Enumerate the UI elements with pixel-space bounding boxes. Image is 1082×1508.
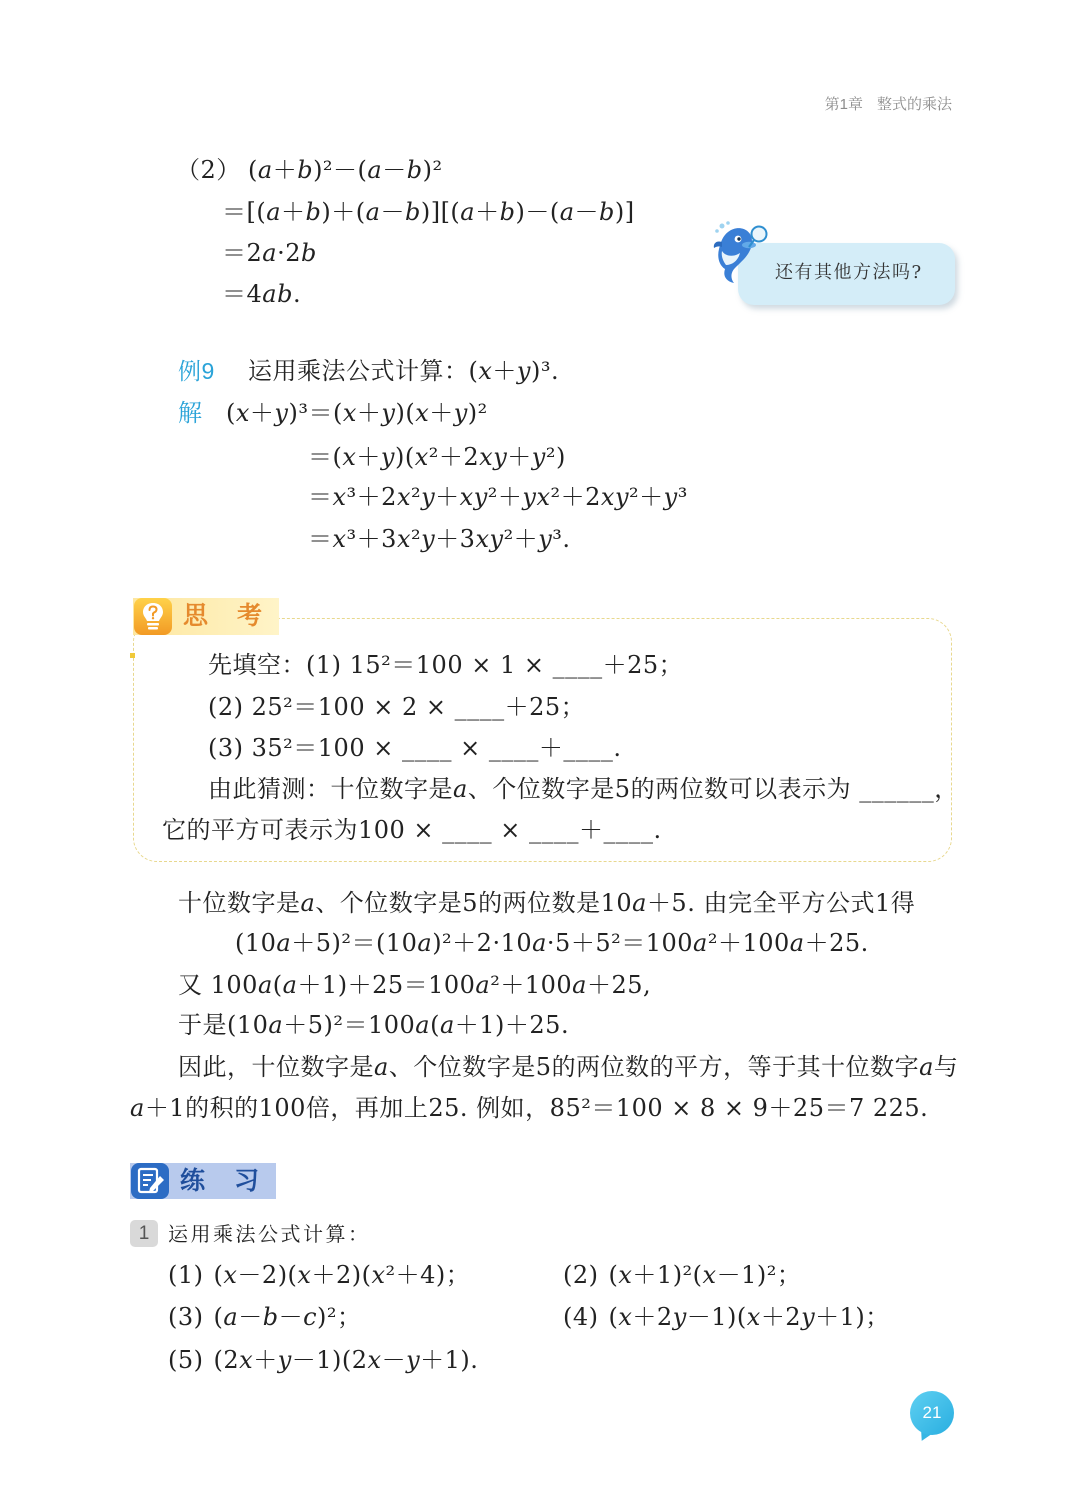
think-line: 由此猜测：十位数字是a、个位数字是5的两位数可以表示为 ______，: [208, 775, 959, 803]
chapter-title: 整式的乘法: [876, 96, 952, 113]
body-line: 十位数字是a、个位数字是5的两位数是10a＋5. 由完全平方公式1得: [178, 889, 916, 917]
dolphin-magnifier-icon: [708, 220, 770, 286]
think-line: 它的平方可表示为100 × ____ × ____＋____.: [162, 816, 662, 844]
body-line: 因此，十位数字是a、个位数字是5的两位数的平方，等于其十位数字a与: [178, 1053, 959, 1081]
running-header: [825, 93, 952, 114]
body-line: 又 100a(a＋1)＋25＝100a²＋100a＋25,: [178, 971, 652, 999]
solution-label: 解: [178, 399, 203, 427]
equation-line: ＝[(a＋b)＋(a－b)][(a＋b)－(a－b)]: [222, 198, 635, 226]
part-expression: (x＋1)²(x－1)²；: [608, 1261, 802, 1289]
body-line: a＋1的积的100倍，再加上25. 例如，85²＝100 × 8 × 9＋25＝7 225.: [130, 1094, 929, 1122]
part-label: (4): [563, 1303, 599, 1331]
chapter-number: 第1章: [824, 96, 863, 113]
exercise-part: [168, 1346, 478, 1374]
body-line: 于是(10a＋5)²＝100a(a＋1)＋25.: [178, 1011, 570, 1039]
example-label: 例9: [178, 358, 215, 384]
part-label: (1): [168, 1261, 204, 1289]
practice-title: 练 习: [180, 1166, 262, 1195]
edit-note-icon: [130, 1162, 170, 1200]
part-expression: (a－b－c)²；: [213, 1303, 362, 1331]
solution-line: ＝x³＋2x²y＋xy²＋yx²＋2xy²＋y³: [308, 483, 688, 511]
solution-line: (x＋y)³＝(x＋y)(x＋y)²: [226, 399, 488, 427]
tip-text: 还有其他方法吗?: [775, 262, 923, 283]
equation-line: ＝2a·2b: [222, 239, 317, 267]
part-label: (2): [563, 1261, 599, 1289]
page-number: 21: [910, 1391, 954, 1435]
exercise-part: [168, 1303, 362, 1331]
exercise-number: 1: [130, 1220, 158, 1247]
exercise-part: [563, 1261, 801, 1289]
part-expression: (x＋2y－1)(x＋2y＋1)；: [608, 1303, 890, 1331]
part-label: (5): [168, 1346, 204, 1374]
equation-line: ＝4ab.: [222, 280, 302, 308]
part-label: (3): [168, 1303, 204, 1331]
solution-line: ＝(x＋y)(x²＋2xy＋y²): [308, 443, 566, 471]
part-expression: (x－2)(x＋2)(x²＋4)；: [213, 1261, 471, 1289]
think-line: (2) 25²＝100 × 2 × ____＋25；: [208, 693, 586, 721]
part-expression: (2x＋y－1)(2x－y＋1).: [213, 1346, 479, 1374]
think-title: 思 考: [183, 601, 265, 630]
exercise-prompt: 运用乘法公式计算：: [168, 1222, 371, 1246]
lightbulb-question-icon: [133, 597, 173, 636]
part-label: （2）: [176, 156, 241, 184]
think-marker: [130, 653, 135, 658]
equation-line: (a＋b)²－(a－b)²: [248, 156, 443, 184]
solution-line: ＝x³＋3x²y＋3xy²＋y³.: [308, 525, 571, 553]
think-line: (3) 35²＝100 × ____ × ____＋____.: [208, 734, 622, 762]
example-prompt: 运用乘法公式计算：(x＋y)³.: [248, 357, 560, 385]
think-line: 先填空：(1) 15²＝100 × 1 × ____＋25；: [208, 651, 684, 679]
exercise-part: [563, 1303, 890, 1331]
body-line: (10a＋5)²＝(10a)²＋2·10a·5＋5²＝100a²＋100a＋25.: [235, 929, 869, 957]
exercise-part: [168, 1261, 470, 1289]
